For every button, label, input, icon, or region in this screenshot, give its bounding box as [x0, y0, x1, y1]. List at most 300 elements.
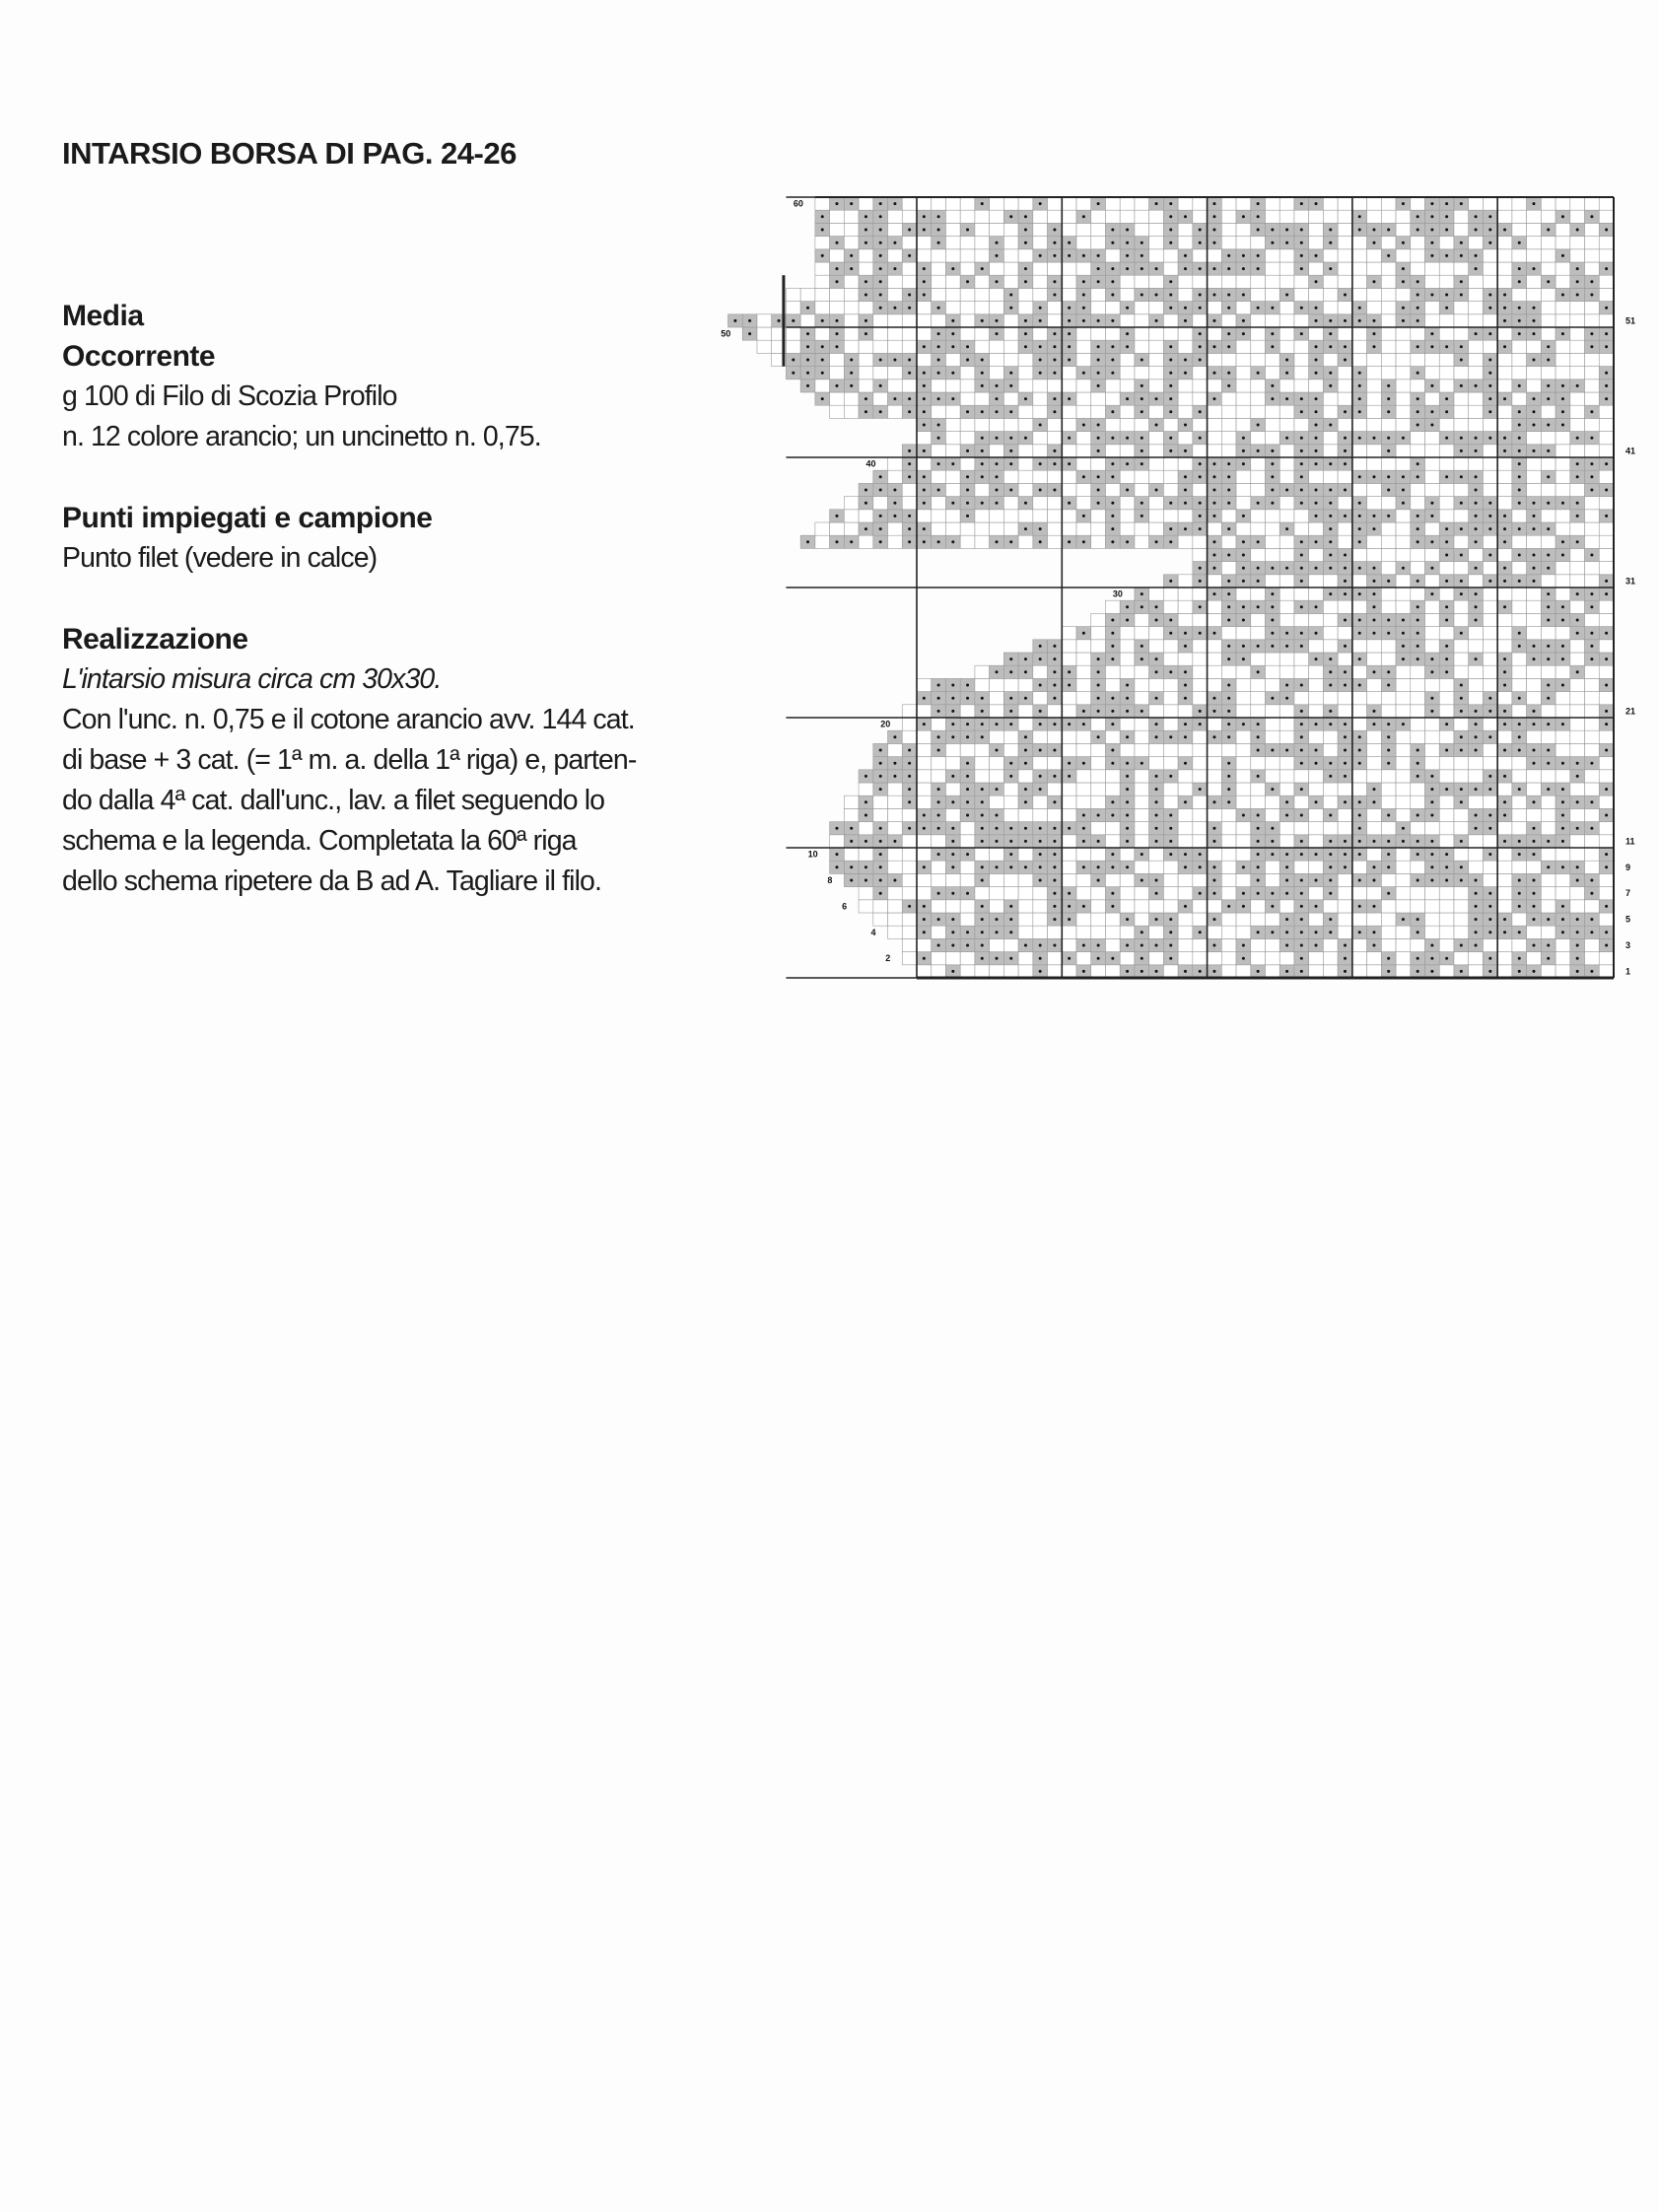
chart-dot — [1199, 853, 1202, 856]
chart-dot — [1009, 449, 1012, 452]
chart-cell — [1018, 353, 1033, 366]
chart-dot — [1372, 879, 1375, 882]
chart-cell — [1033, 497, 1048, 510]
chart-cell — [1135, 730, 1149, 743]
chart-dot — [1082, 475, 1085, 478]
chart-dot — [1532, 359, 1535, 362]
size-note: L'intarsio misura circa cm 30x30. — [62, 663, 442, 695]
chart-cell — [1352, 483, 1367, 496]
chart-dot — [1488, 697, 1491, 700]
chart-dot — [1212, 319, 1215, 322]
chart-cell — [1338, 822, 1352, 835]
chart-dot — [981, 879, 984, 882]
chart-dot — [1329, 592, 1332, 595]
chart-cell — [1570, 900, 1585, 913]
chart-dot — [1184, 697, 1187, 700]
chart-cell — [1178, 535, 1193, 548]
chart-dot — [1111, 475, 1114, 478]
chart-dot — [1242, 580, 1245, 583]
chart-cell — [859, 535, 873, 548]
chart-dot — [1518, 554, 1521, 557]
chart-cell — [1352, 275, 1367, 288]
chart-dot — [1111, 280, 1114, 283]
chart-cell — [1497, 848, 1512, 861]
chart-cell — [1062, 380, 1076, 392]
chart-dot — [996, 931, 999, 933]
chart-cell — [1512, 678, 1527, 691]
chart-dot — [1503, 345, 1506, 348]
chart-dot — [1212, 697, 1215, 700]
chart-cell — [1221, 808, 1236, 821]
chart-cell — [830, 249, 845, 262]
chart-dot — [1590, 554, 1593, 557]
chart-cell — [1541, 510, 1555, 522]
chart-dot — [1518, 449, 1521, 452]
chart-cell — [1585, 835, 1600, 848]
chart-cell — [1221, 861, 1236, 873]
chart-dot — [1605, 865, 1608, 868]
chart-cell — [1178, 783, 1193, 795]
chart-cell — [1149, 223, 1164, 236]
chart-cell — [1193, 808, 1208, 821]
chart-cell — [1266, 535, 1280, 548]
chart-cell — [1033, 913, 1048, 926]
chart-cell — [1178, 457, 1193, 470]
chart-cell — [945, 223, 960, 236]
chart-cell — [1512, 822, 1527, 835]
chart-cell — [1483, 665, 1497, 678]
chart-dot — [1590, 918, 1593, 921]
chart-dot — [1315, 319, 1318, 322]
chart-dot — [1503, 814, 1506, 817]
chart-dot — [879, 827, 882, 830]
chart-cell — [1570, 340, 1585, 353]
chart-cell — [1266, 197, 1280, 210]
chart-cell — [1135, 483, 1149, 496]
chart-dot — [1169, 827, 1172, 830]
chart-dot — [1430, 657, 1433, 660]
chart-dot — [908, 449, 911, 452]
chart-cell — [873, 900, 888, 913]
chart-cell — [1439, 510, 1454, 522]
chart-cell — [1425, 522, 1440, 535]
chart-dot — [1227, 307, 1230, 310]
chart-cell — [1367, 405, 1382, 418]
chart-dot — [1488, 502, 1491, 505]
chart-cell — [1381, 938, 1396, 951]
chart-cell — [1454, 900, 1469, 913]
chart-dot — [1257, 372, 1260, 375]
chart-dot — [864, 280, 867, 283]
chart-cell — [1599, 197, 1614, 210]
chart-cell — [1555, 457, 1570, 470]
chart-dot — [1271, 345, 1274, 348]
chart-cell — [888, 795, 903, 808]
chart-cell — [1541, 665, 1555, 678]
chart-cell — [1338, 470, 1352, 483]
chart-dot — [1169, 619, 1172, 622]
chart-cell — [1279, 340, 1294, 353]
chart-dot — [1155, 775, 1158, 778]
chart-cell — [1497, 588, 1512, 600]
chart-cell — [1149, 743, 1164, 756]
chart-cell — [1527, 613, 1542, 626]
chart-dot — [1460, 280, 1463, 283]
chart-dot — [908, 254, 911, 257]
chart-dot — [1547, 697, 1550, 700]
chart-cell — [1411, 678, 1425, 691]
chart-cell — [1599, 952, 1614, 965]
chart-cell — [975, 210, 990, 223]
chart-dot — [1126, 814, 1129, 817]
chart-cell — [1163, 705, 1178, 718]
chart-dot — [1372, 567, 1375, 570]
chart-dot — [1402, 280, 1405, 283]
chart-cell — [1120, 418, 1135, 431]
chart-cell — [1555, 705, 1570, 718]
chart-cell — [1062, 627, 1076, 640]
chart-cell — [1221, 445, 1236, 457]
chart-dot — [1488, 853, 1491, 856]
chart-cell — [1018, 197, 1033, 210]
chart-cell — [1193, 835, 1208, 848]
chart-dot — [1503, 229, 1506, 232]
chart-dot — [1155, 879, 1158, 882]
chart-cell — [1512, 913, 1527, 926]
chart-dot — [1082, 905, 1085, 908]
chart-dot — [1212, 879, 1215, 882]
chart-cell — [844, 314, 859, 327]
chart-dot — [1257, 502, 1260, 505]
chart-dot — [850, 540, 853, 543]
chart-cell — [830, 288, 845, 301]
chart-cell — [1076, 743, 1091, 756]
chart-dot — [1417, 580, 1419, 583]
chart-cell — [1585, 783, 1600, 795]
chart-dot — [1068, 892, 1071, 895]
chart-dot — [1445, 307, 1448, 310]
chart-dot — [1257, 580, 1260, 583]
chart-cell — [1135, 314, 1149, 327]
chart-dot — [1141, 931, 1143, 933]
chart-cell — [917, 249, 932, 262]
chart-cell — [1570, 600, 1585, 613]
chart-cell — [1512, 770, 1527, 783]
chart-cell — [960, 861, 975, 873]
chart-dot — [1082, 944, 1085, 947]
chart-cell — [1266, 718, 1280, 730]
chart-cell — [1367, 743, 1382, 756]
chart-cell — [873, 392, 888, 405]
chart-cell — [830, 367, 845, 380]
chart-dot — [879, 775, 882, 778]
chart-dot — [1024, 319, 1027, 322]
chart-dot — [908, 410, 911, 413]
chart-cell — [1396, 783, 1411, 795]
chart-dot — [1039, 319, 1042, 322]
chart-dot — [951, 372, 954, 375]
chart-dot — [1227, 645, 1230, 648]
chart-dot — [1460, 502, 1463, 505]
chart-cell — [1367, 692, 1382, 705]
chart-dot — [1315, 931, 1318, 933]
chart-cell — [1381, 600, 1396, 613]
chart-dot — [1024, 840, 1027, 843]
chart-cell — [844, 237, 859, 249]
chart-dot — [835, 280, 838, 283]
chart-dot — [981, 449, 984, 452]
chart-cell — [1599, 795, 1614, 808]
chart-cell — [1120, 926, 1135, 938]
chart-cell — [1193, 795, 1208, 808]
chart-cell — [1570, 210, 1585, 223]
chart-cell — [917, 873, 932, 886]
chart-cell — [945, 237, 960, 249]
chart-dot — [1329, 775, 1332, 778]
chart-cell — [1439, 457, 1454, 470]
chart-cell — [1367, 483, 1382, 496]
chart-cell — [1483, 757, 1497, 770]
chart-cell — [1483, 249, 1497, 262]
chart-cell — [1469, 757, 1484, 770]
chart-cell — [1251, 627, 1266, 640]
chart-dot — [1460, 788, 1463, 791]
chart-cell — [1309, 640, 1324, 653]
chart-cell — [888, 848, 903, 861]
chart-dot — [879, 384, 882, 387]
chart-dot — [981, 957, 984, 960]
chart-cell — [1497, 692, 1512, 705]
chart-cell — [1221, 913, 1236, 926]
chart-dot — [1329, 527, 1332, 530]
chart-cell — [1555, 743, 1570, 756]
chart-cell — [1497, 613, 1512, 626]
chart-dot — [1590, 800, 1593, 803]
chart-cell — [1352, 249, 1367, 262]
chart-dot — [1212, 397, 1215, 400]
chart-dot — [1315, 489, 1318, 492]
chart-cell — [1439, 795, 1454, 808]
chart-cell — [1163, 718, 1178, 730]
chart-cell — [1266, 913, 1280, 926]
chart-dot — [1358, 684, 1361, 687]
chart-cell — [1497, 822, 1512, 835]
chart-dot — [1097, 359, 1100, 362]
chart-cell — [1555, 770, 1570, 783]
chart-cell — [1236, 835, 1251, 848]
chart-dot — [1445, 527, 1448, 530]
chart-dot — [1141, 449, 1143, 452]
chart-dot — [937, 489, 940, 492]
chart-dot — [1155, 489, 1158, 492]
chart-cell — [945, 952, 960, 965]
chart-cell — [1033, 210, 1048, 223]
chart-dot — [1576, 267, 1579, 270]
chart-cell — [1469, 457, 1484, 470]
chart-cell — [932, 873, 946, 886]
chart-cell — [1555, 887, 1570, 900]
chart-cell — [1221, 952, 1236, 965]
chart-cell — [1396, 510, 1411, 522]
chart-dot — [1227, 475, 1230, 478]
chart-dot — [966, 800, 969, 803]
chart-dot — [850, 202, 853, 205]
chart-cell — [1396, 288, 1411, 301]
chart-dot — [1445, 229, 1448, 232]
chart-dot — [1242, 605, 1245, 608]
chart-dot — [1242, 944, 1245, 947]
chart-dot — [1024, 762, 1027, 765]
chart-dot — [1300, 632, 1303, 635]
chart-cell — [1454, 848, 1469, 861]
chart-cell — [1251, 392, 1266, 405]
chart-dot — [1300, 202, 1303, 205]
chart-dot — [1024, 800, 1027, 803]
chart-cell — [1236, 340, 1251, 353]
chart-dot — [1169, 384, 1172, 387]
chart-dot — [1372, 632, 1375, 635]
chart-dot — [864, 242, 867, 244]
chart-dot — [893, 489, 896, 492]
chart-dot — [1184, 800, 1187, 803]
chart-dot — [1009, 437, 1012, 440]
chart-cell — [1135, 861, 1149, 873]
chart-dot — [1445, 437, 1448, 440]
chart-dot — [1169, 229, 1172, 232]
chart-dot — [1285, 749, 1288, 752]
chart-dot — [1155, 892, 1158, 895]
chart-cell — [1018, 913, 1033, 926]
chart-cell — [1294, 353, 1309, 366]
chart-cell — [1163, 470, 1178, 483]
chart-cell — [1411, 548, 1425, 561]
chart-cell — [1570, 848, 1585, 861]
chart-dot — [1460, 684, 1463, 687]
chart-dot — [1227, 554, 1230, 557]
chart-dot — [1111, 710, 1114, 713]
chart-cell — [1483, 562, 1497, 575]
chart-dot — [1271, 892, 1274, 895]
chart-dot — [951, 397, 954, 400]
chart-dot — [1169, 294, 1172, 297]
chart-dot — [1315, 202, 1318, 205]
chart-dot — [951, 710, 954, 713]
chart-dot — [1590, 345, 1593, 348]
chart-cell — [1599, 600, 1614, 613]
chart-cell — [1279, 470, 1294, 483]
chart-dot — [1285, 944, 1288, 947]
chart-cell — [932, 197, 946, 210]
chart-cell — [1469, 353, 1484, 366]
chart-cell — [1266, 288, 1280, 301]
chart-cell — [1497, 418, 1512, 431]
chart-cell — [1236, 237, 1251, 249]
chart-dot — [1430, 567, 1433, 570]
chart-cell — [1221, 743, 1236, 756]
chart-cell — [1352, 965, 1367, 978]
chart-dot — [1141, 242, 1143, 244]
chart-dot — [1315, 449, 1318, 452]
chart-dot — [1024, 865, 1027, 868]
chart-dot — [1111, 749, 1114, 752]
chart-dot — [1417, 294, 1419, 297]
chart-cell — [1338, 380, 1352, 392]
chart-cell — [888, 367, 903, 380]
row-label-left: 6 — [842, 901, 848, 912]
chart-cell — [1076, 497, 1091, 510]
chart-dot — [1475, 215, 1478, 218]
chart-dot — [1227, 788, 1230, 791]
chart-cell — [1585, 848, 1600, 861]
chart-dot — [1445, 853, 1448, 856]
chart-cell — [1294, 613, 1309, 626]
chart-cell — [1309, 380, 1324, 392]
chart-cell — [975, 223, 990, 236]
chart-dot — [1155, 605, 1158, 608]
chart-cell — [1149, 249, 1164, 262]
chart-dot — [1503, 710, 1506, 713]
chart-cell — [990, 848, 1004, 861]
chart-cell — [1062, 445, 1076, 457]
chart-cell — [1555, 730, 1570, 743]
chart-dot — [1024, 670, 1027, 673]
chart-cell — [1497, 887, 1512, 900]
chart-dot — [821, 345, 824, 348]
chart-dot — [1518, 632, 1521, 635]
chart-cell — [1381, 562, 1396, 575]
chart-cell — [1396, 380, 1411, 392]
chart-cell — [1279, 783, 1294, 795]
chart-cell — [902, 497, 917, 510]
chart-cell — [902, 887, 917, 900]
chart-dot — [850, 267, 853, 270]
chart-cell — [1135, 678, 1149, 691]
chart-cell — [1105, 197, 1120, 210]
chart-cell — [1497, 952, 1512, 965]
chart-cell — [1323, 795, 1338, 808]
chart-cell — [1599, 522, 1614, 535]
chart-dot — [1518, 788, 1521, 791]
chart-dot — [937, 697, 940, 700]
chart-dot — [1285, 879, 1288, 882]
chart-dot — [1024, 944, 1027, 947]
chart-cell — [1120, 275, 1135, 288]
chart-dot — [733, 319, 736, 322]
chart-cell — [1135, 822, 1149, 835]
chart-cell — [1425, 627, 1440, 640]
chart-cell — [859, 822, 873, 835]
chart-cell — [1018, 535, 1033, 548]
chart-dot — [1126, 332, 1129, 335]
chart-dot — [1417, 319, 1419, 322]
chart-cell — [1003, 223, 1018, 236]
chart-cell — [1439, 770, 1454, 783]
chart-cell — [1381, 770, 1396, 783]
chart-dot — [864, 775, 867, 778]
chart-cell — [1193, 445, 1208, 457]
chart-dot — [1024, 697, 1027, 700]
chart-dot — [1169, 775, 1172, 778]
chart-cell — [1512, 938, 1527, 951]
chart-dot — [1227, 800, 1230, 803]
chart-cell — [1062, 653, 1076, 665]
chart-cell — [902, 327, 917, 340]
chart-cell — [1135, 770, 1149, 783]
chart-dot — [1402, 645, 1405, 648]
chart-dot — [996, 437, 999, 440]
chart-dot — [1547, 645, 1550, 648]
chart-dot — [1417, 749, 1419, 752]
